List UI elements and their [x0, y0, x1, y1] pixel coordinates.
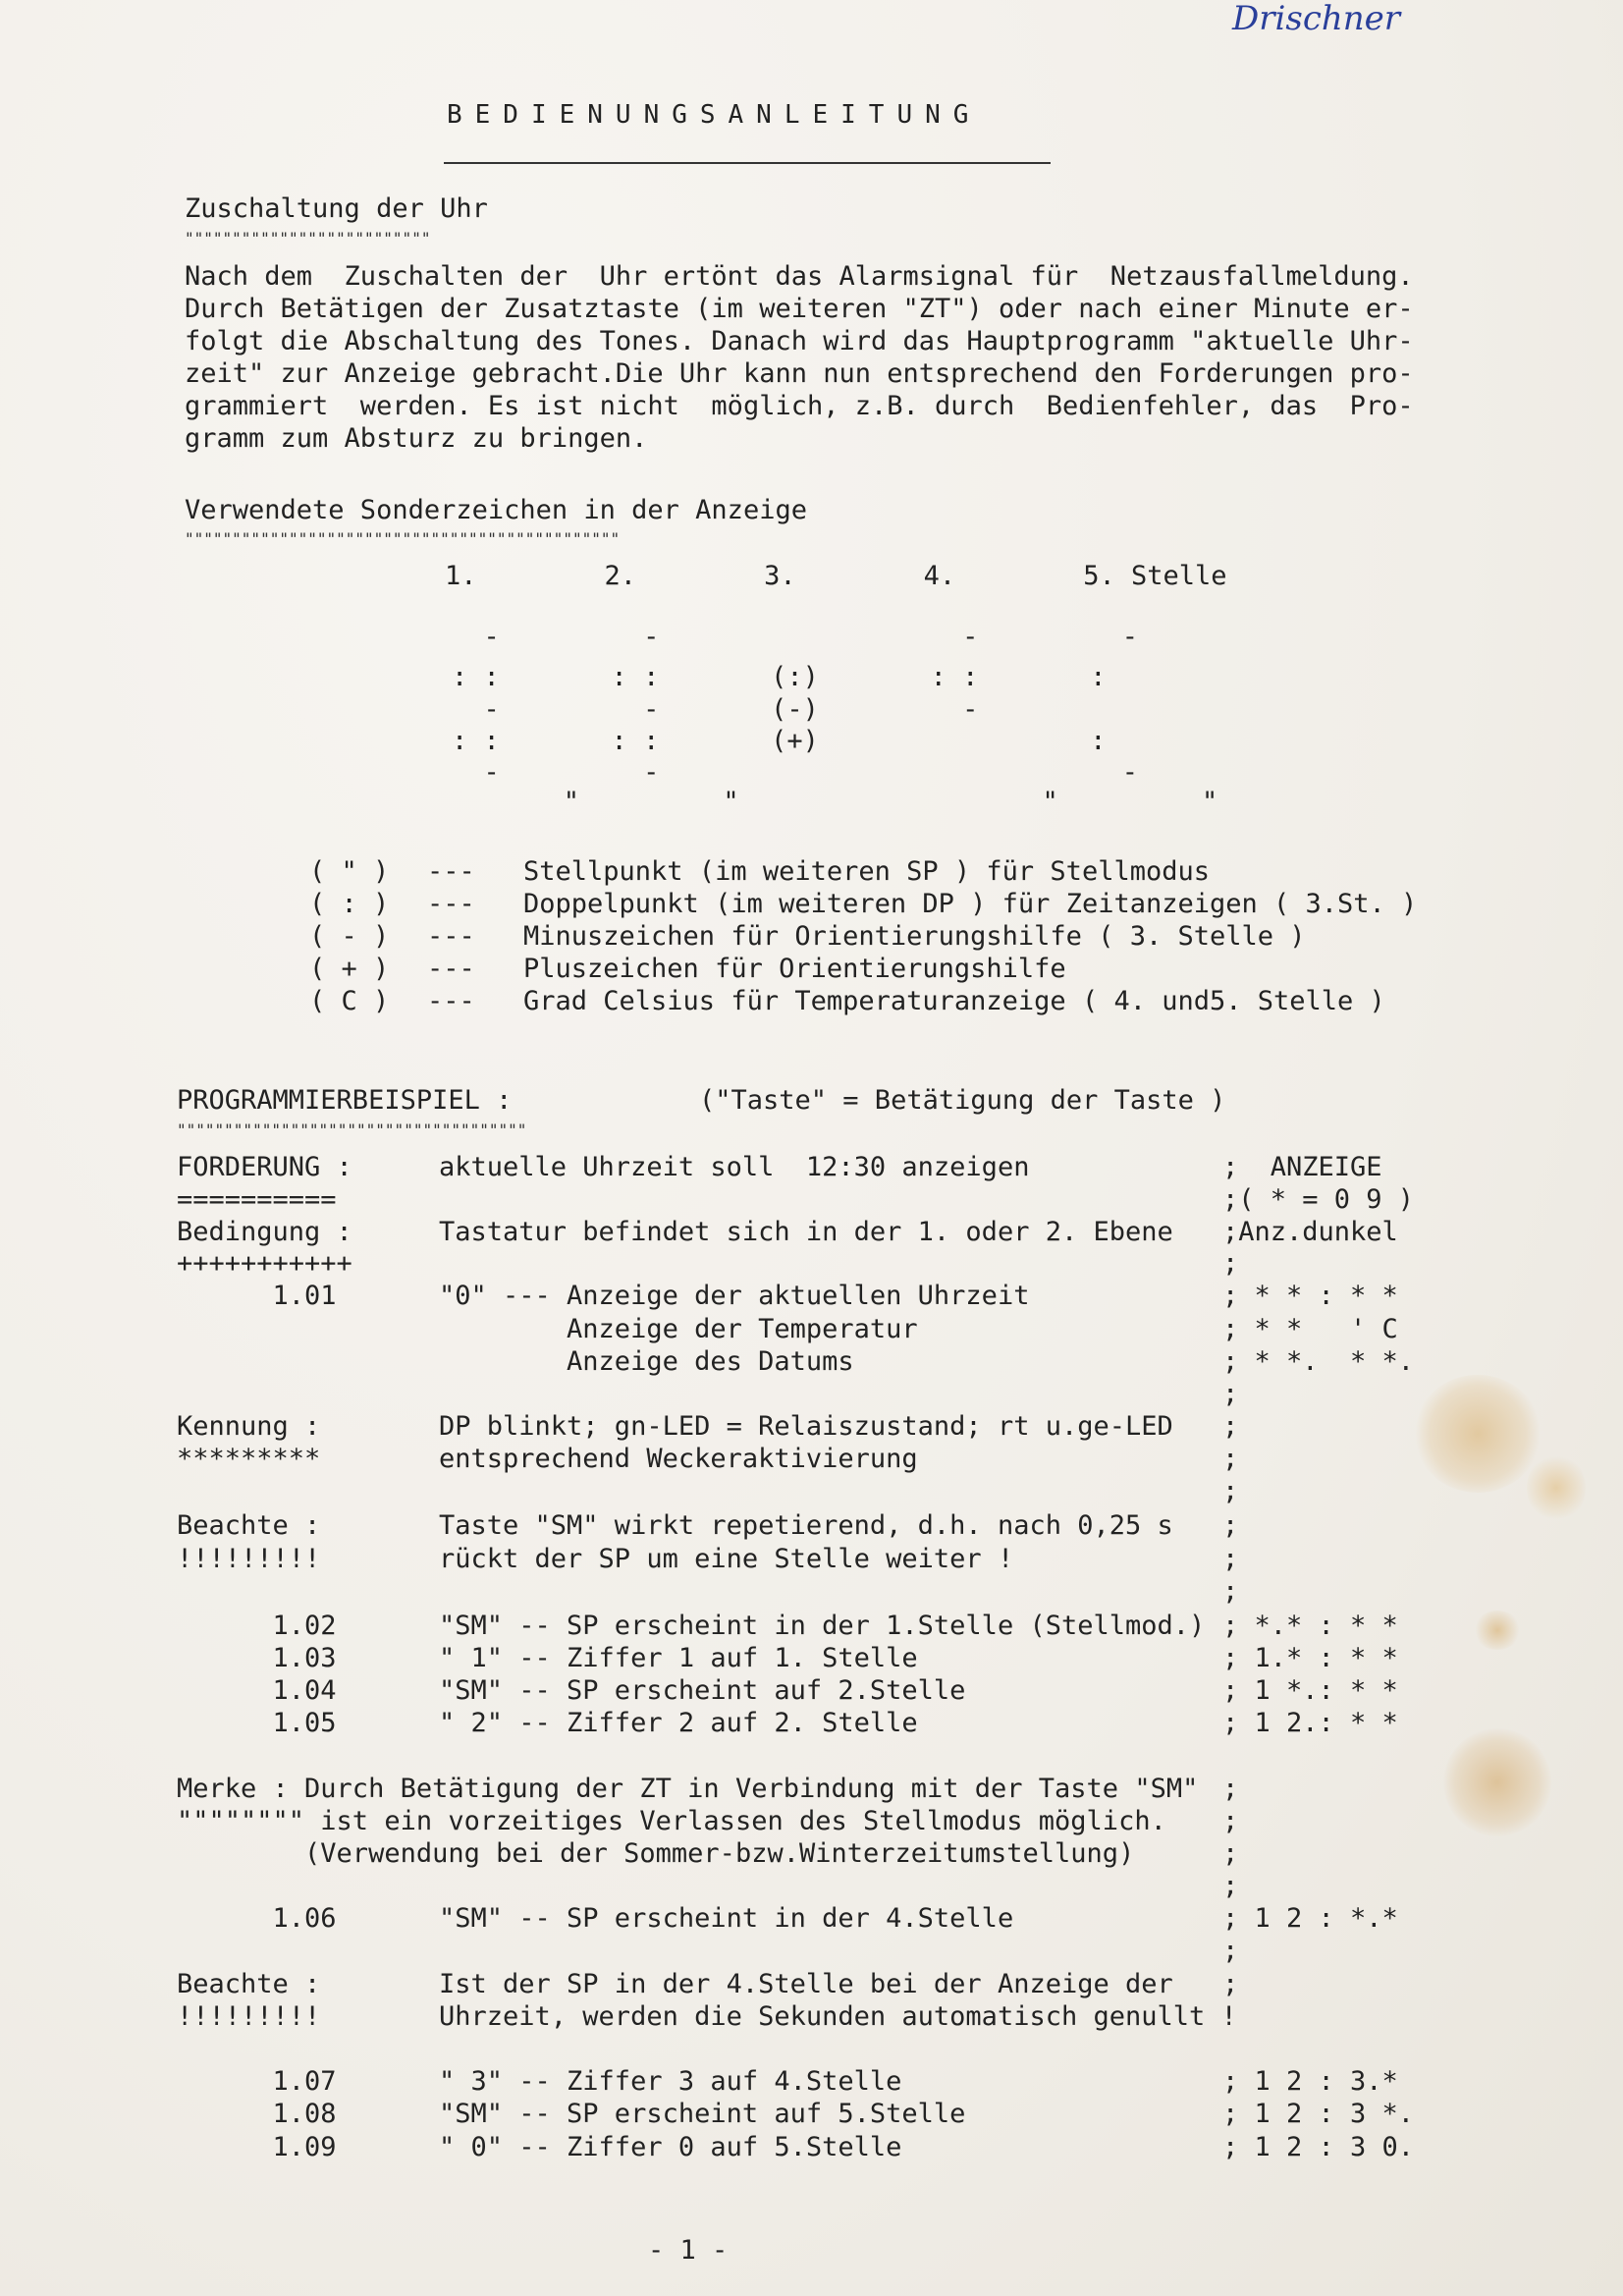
- paragraph-line: folgt die Abschaltung des Tones. Danach wird das Hauptprogramm "aktuelle Uhr-: [185, 326, 1414, 356]
- display-readout: ; * * : * *: [1222, 1281, 1398, 1311]
- program-text: rückt der SP um eine Stelle weiter !: [439, 1544, 1014, 1574]
- program-text: " 2" -- Ziffer 2 auf 2. Stelle: [439, 1708, 918, 1738]
- display-readout: ; 1.* : * *: [1222, 1643, 1398, 1673]
- program-label: *********: [177, 1444, 321, 1474]
- paragraph-line: grammiert werden. Es ist nicht möglich, z.B. durch Bedienfehler, das Pro-: [185, 391, 1414, 421]
- legend-text: Stellpunkt (im weiteren SP ) für Stellmodus: [523, 856, 1210, 887]
- digit-positions: 1. 2. 3. 4. 5. Stelle: [445, 561, 1227, 591]
- display-readout: ; * *. * *.: [1222, 1346, 1415, 1377]
- display-readout: ; * * ' C: [1222, 1314, 1398, 1344]
- legend-text: Grad Celsius für Temperaturanzeige ( 4. und5. Stelle ): [523, 986, 1385, 1016]
- paragraph-line: Nach dem Zuschalten der Uhr ertönt das Alarmsignal für Netzausfallmeldung.: [185, 261, 1414, 292]
- program-label: 1.05: [177, 1708, 337, 1738]
- paper-stain: [1414, 1375, 1542, 1493]
- display-diagram-row: - - (-) -: [452, 694, 979, 725]
- display-readout: ;: [1222, 1444, 1239, 1474]
- display-readout: ;: [1222, 1806, 1239, 1836]
- display-readout: ;: [1222, 1969, 1239, 1999]
- legend-dash: ---: [427, 986, 475, 1016]
- program-label: Bedingung :: [177, 1217, 352, 1247]
- display-readout: ;: [1222, 1838, 1239, 1869]
- display-readout: ; 1 2 : 3.*: [1222, 2066, 1398, 2097]
- program-text: Ist der SP in der 4.Stelle bei der Anzeige der: [439, 1969, 1173, 1999]
- paragraph-line: gramm zum Absturz zu bringen.: [185, 423, 648, 454]
- display-readout: ; 1 2 : 3 *.: [1222, 2099, 1415, 2129]
- program-label: 1.02: [177, 1611, 337, 1641]
- section-heading: PROGRAMMIERBEISPIEL :: [177, 1085, 513, 1116]
- program-label: Merke : Durch Betätigung der ZT in Verbindung mit der Taste "SM": [177, 1774, 1199, 1804]
- program-text: Uhrzeit, werden die Sekunden automatisch genullt !: [439, 2001, 1237, 2032]
- legend-dash: ---: [427, 889, 475, 919]
- program-text: "SM" -- SP erscheint in der 4.Stelle: [439, 1903, 1014, 1934]
- legend-symbol: ( " ): [309, 856, 390, 887]
- program-text: "SM" -- SP erscheint auf 2.Stelle: [439, 1675, 966, 1706]
- display-diagram-row: " " " ": [452, 787, 1218, 817]
- display-readout: ; ANZEIGE: [1222, 1152, 1382, 1182]
- display-readout: ;Anz.dunkel: [1222, 1217, 1398, 1247]
- page-title: BEDIENUNGSANLEITUNG: [447, 100, 982, 130]
- paper-stain: [1527, 1453, 1586, 1522]
- program-text: Tastatur befindet sich in der 1. oder 2. Ebene: [439, 1217, 1173, 1247]
- program-label: 1.04: [177, 1675, 337, 1706]
- display-readout: ;: [1222, 1379, 1239, 1409]
- display-diagram-row: : : : : (+) :: [452, 726, 1107, 756]
- display-readout: ;: [1222, 1544, 1239, 1574]
- program-text: "SM" -- SP erscheint auf 5.Stelle: [439, 2099, 966, 2129]
- program-label: 1.03: [177, 1643, 337, 1673]
- legend-text: Pluszeichen für Orientierungshilfe: [523, 954, 1066, 984]
- display-readout: ;: [1222, 1476, 1239, 1506]
- program-label: 1.01: [177, 1281, 337, 1311]
- legend-text: Minuszeichen für Orientierungshilfe ( 3. Stelle ): [523, 921, 1306, 952]
- program-text: entsprechend Weckeraktivierung: [439, 1444, 918, 1474]
- program-label: +++++++++++: [177, 1248, 352, 1279]
- heading-underline: """""""""""""""""""""""""""""""""""""""""""""": [185, 529, 621, 548]
- legend-symbol: ( + ): [309, 954, 390, 984]
- program-text: Anzeige des Datums: [439, 1346, 854, 1377]
- paper-stain: [1443, 1728, 1551, 1836]
- program-text: Taste "SM" wirkt repetierend, d.h. nach 0,25 s: [439, 1510, 1173, 1541]
- display-readout: ;: [1222, 1936, 1239, 1966]
- title-rule: [444, 162, 1051, 164]
- display-readout: ;: [1222, 1774, 1239, 1804]
- program-text: Anzeige der Temperatur: [439, 1314, 918, 1344]
- section-note: ("Taste" = Betätigung der Taste ): [699, 1085, 1226, 1116]
- program-label: 1.07: [177, 2066, 337, 2097]
- display-diagram-row: - - - -: [452, 622, 1138, 652]
- program-text: aktuelle Uhrzeit soll 12:30 anzeigen: [439, 1152, 1030, 1182]
- display-readout: ;: [1222, 1411, 1239, 1442]
- signature: Drischner: [1232, 0, 1401, 38]
- program-label: (Verwendung bei der Sommer-bzw.Winterzeitumstellung): [177, 1838, 1135, 1869]
- program-text: " 3" -- Ziffer 3 auf 4.Stelle: [439, 2066, 902, 2097]
- display-readout: ;: [1222, 1871, 1239, 1901]
- section-heading: Verwendete Sonderzeichen in der Anzeige: [185, 495, 807, 525]
- program-text: " 0" -- Ziffer 0 auf 5.Stelle: [439, 2132, 902, 2162]
- section-heading: Zuschaltung der Uhr: [185, 193, 488, 224]
- legend-text: Doppelpunkt (im weiteren DP ) für Zeitanzeigen ( 3.St. ): [523, 889, 1418, 919]
- program-label: Beachte :: [177, 1510, 321, 1541]
- page-number: - 1 -: [648, 2235, 729, 2266]
- program-label: FORDERUNG :: [177, 1152, 352, 1182]
- legend-dash: ---: [427, 921, 475, 952]
- program-label: """""""" ist ein vorzeitiges Verlassen des Stellmodus möglich.: [177, 1806, 1166, 1836]
- program-text: "0" --- Anzeige der aktuellen Uhrzeit: [439, 1281, 1030, 1311]
- display-diagram-row: - - -: [452, 757, 1138, 788]
- program-label: ==========: [177, 1184, 337, 1215]
- heading-underline: """""""""""""""""""""""""": [185, 229, 431, 247]
- display-readout: ; 1 2 : *.*: [1222, 1903, 1398, 1934]
- program-label: Beachte :: [177, 1969, 321, 1999]
- legend-symbol: ( : ): [309, 889, 390, 919]
- paragraph-line: Durch Betätigen der Zusatztaste (im weiteren "ZT") oder nach einer Minute er-: [185, 294, 1414, 324]
- display-readout: ; 1 *.: * *: [1222, 1675, 1398, 1706]
- paragraph-line: zeit" zur Anzeige gebracht.Die Uhr kann nun entsprechend den Forderungen pro-: [185, 358, 1414, 389]
- display-readout: ; 1 2.: * *: [1222, 1708, 1398, 1738]
- program-text: DP blinkt; gn-LED = Relaiszustand; rt u.ge-LED: [439, 1411, 1173, 1442]
- display-readout: ;: [1222, 1510, 1239, 1541]
- program-label: Kennung :: [177, 1411, 321, 1442]
- program-label: 1.06: [177, 1903, 337, 1934]
- display-readout: ; *.* : * *: [1222, 1611, 1398, 1641]
- program-label: 1.08: [177, 2099, 337, 2129]
- display-readout: ;: [1222, 1248, 1239, 1279]
- program-label: !!!!!!!!!: [177, 2001, 321, 2032]
- display-diagram-row: : : : : (:) : : :: [452, 662, 1107, 692]
- legend-symbol: ( - ): [309, 921, 390, 952]
- program-text: " 1" -- Ziffer 1 auf 1. Stelle: [439, 1643, 918, 1673]
- heading-underline: """"""""""""""""""""""""""""""""""""": [177, 1121, 527, 1139]
- legend-dash: ---: [427, 856, 475, 887]
- program-text: "SM" -- SP erscheint in der 1.Stelle (Stellmod.): [439, 1611, 1206, 1641]
- legend-symbol: ( C ): [309, 986, 390, 1016]
- legend-dash: ---: [427, 954, 475, 984]
- program-label: !!!!!!!!!: [177, 1544, 321, 1574]
- paper-stain: [1473, 1611, 1522, 1650]
- display-readout: ; 1 2 : 3 0.: [1222, 2132, 1415, 2162]
- program-label: 1.09: [177, 2132, 337, 2162]
- display-readout: ;( * = 0 9 ): [1222, 1184, 1415, 1215]
- display-readout: ;: [1222, 1576, 1239, 1607]
